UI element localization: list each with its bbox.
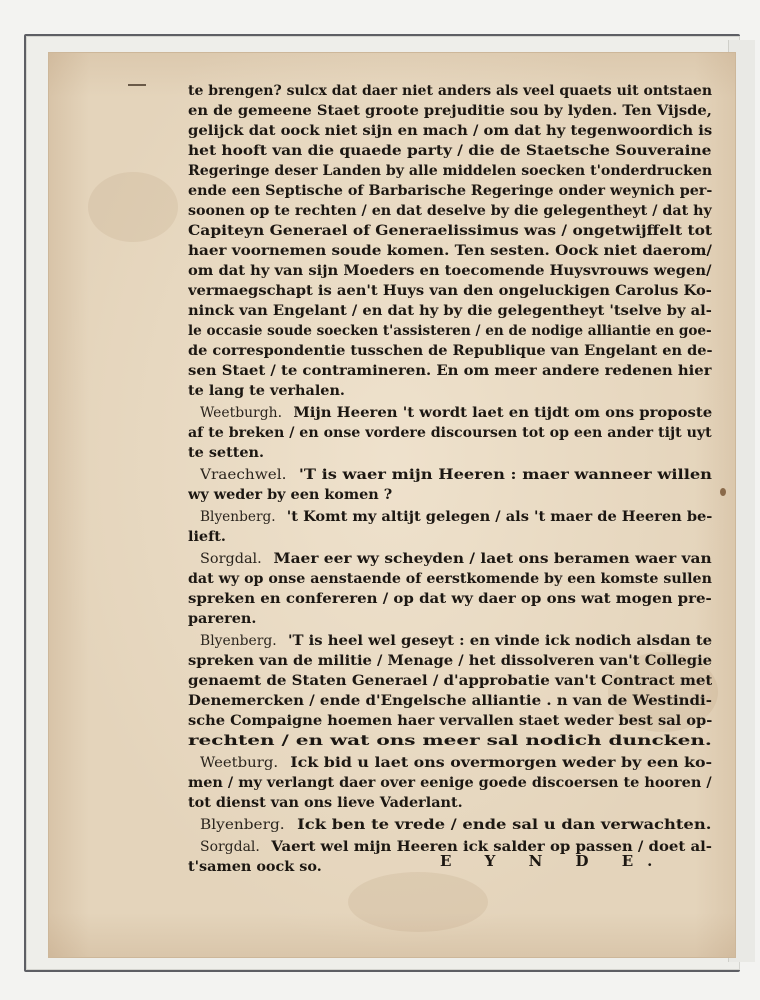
text-line: ende een Septische of Barbarische Regeringe onder weynich per-	[188, 182, 712, 199]
speech-text: 'T is heel wel geseyt : en vinde ick nodich alsdan te	[282, 632, 712, 649]
text-line: ninck van Engelant / en dat hy by die gelegentheyt 'tselve by al-	[188, 302, 712, 319]
speaker-name: Vraechwel.	[200, 467, 287, 483]
speaker-name: Sorgdal.	[200, 551, 262, 567]
speaker-name: Blyenberg.	[200, 817, 285, 833]
text-line: dat wy op onse aenstaende of eerstkomende by een komste sullen	[188, 570, 712, 587]
speaker-name: Blyenberg.	[200, 509, 276, 525]
text-line: pareren.	[188, 610, 257, 627]
speech-line	[200, 752, 712, 774]
speech-line	[200, 548, 712, 570]
text-line: het hooft van die quaede party / die de Staetsche Souveraine	[188, 142, 712, 159]
speech-text: Ick ben te vrede / ende sal u dan verwachten.	[291, 816, 712, 833]
text-line: spreken van de militie / Menage / het dissolveren van't Collegie	[188, 652, 712, 669]
text-line: vermaegschapt is aen't Huys van den ongeluckigen Carolus Ko-	[188, 282, 712, 299]
text-line: rechten / en wat ons meer sal nodich duncken.	[188, 732, 712, 749]
text-line: gelijck dat oock niet sijn en mach / om dat hy tegenwoordich is	[188, 122, 712, 139]
speech-text: Maer eer wy scheyden / laet ons beramen waer van	[268, 550, 712, 567]
text-line: Capiteyn Generael of Generaelissimus was / ongetwijffelt tot	[188, 222, 713, 239]
text-line: Denemercken / ende d'Engelsche alliantie . n van de Westindi-	[188, 692, 712, 709]
text-line: te brengen? sulcx dat daer niet anders als veel quaets uit ontstaen	[188, 82, 713, 99]
text-line: te lang te verhalen.	[188, 382, 345, 399]
text-line: sen Staet / te contramineren. En om meer andere redenen hier	[188, 362, 712, 379]
text-line: t'samen oock so.	[188, 858, 322, 875]
text-line: soonen op te rechten / en dat deselve by die gelegentheyt / dat hy	[188, 202, 712, 219]
ink-speck	[720, 488, 726, 496]
speech-text: Vaert wel mijn Heeren ick salder op passen / doet al-	[266, 838, 712, 855]
speech-line	[200, 402, 712, 424]
speech-text: Ick bid u laet ons overmorgen weder by een ko-	[284, 754, 712, 771]
speaker-name: Blyenberg.	[200, 633, 277, 649]
text-line: de correspondentie tusschen de Republique van Engelant en de-	[188, 342, 713, 359]
margin-mark	[128, 84, 146, 86]
text-line: om dat hy van sijn Moeders en toecomende Huysvrouws wegen/	[188, 262, 712, 279]
speaker-name: Sorgdal.	[200, 839, 260, 855]
speaker-name: Weetburg.	[200, 755, 279, 771]
speech-line	[200, 630, 712, 652]
text-line: wy weder by een komen ?	[188, 486, 393, 503]
text-line: lieft.	[188, 528, 226, 545]
paper-stain	[348, 872, 488, 932]
text-line: le occasie soude soecken t'assisteren / en de nodige alliantie en goe-	[188, 322, 712, 339]
speech-text: 'T is waer mijn Heeren : maer wanneer willen	[293, 466, 712, 483]
speech-text: Mijn Heeren 't wordt laet en tijdt om ons proposte	[288, 404, 712, 421]
speaker-name: Weetburgh.	[200, 405, 282, 421]
speech-text: 't Komt my altijt gelegen / als 't maer de Heeren be-	[281, 508, 713, 525]
text-line: en de gemeene Staet groote prejuditie sou by lyden. Ten Vijsde,	[188, 102, 712, 119]
speech-line	[200, 814, 712, 836]
speech-line	[200, 506, 712, 528]
text-line: spreken en confereren / op dat wy daer op ons wat mogen pre-	[188, 590, 712, 607]
text-line: genaemt de Staten Generael / d'approbatie van't Contract met	[188, 672, 713, 689]
paper-stain	[88, 172, 178, 242]
text-line: te setten.	[188, 444, 264, 461]
text-line: haer voornemen soude komen. Ten sesten. Oock niet daerom/	[188, 242, 712, 259]
finis-mark: E Y N D E.	[440, 852, 667, 870]
text-line: af te breken / en onse vordere discoursen tot op een ander tijt uyt	[188, 424, 712, 441]
text-line: sche Compaigne hoemen haer vervallen staet weder best sal op-	[188, 712, 713, 729]
text-line: Regeringe deser Landen by alle middelen soecken t'onderdrucken	[188, 162, 712, 179]
speech-line	[200, 464, 712, 486]
text-line: tot dienst van ons lieve Vaderlant.	[188, 794, 463, 811]
text-line: men / my verlangt daer over eenige goede discoersen te hooren /	[188, 774, 712, 791]
